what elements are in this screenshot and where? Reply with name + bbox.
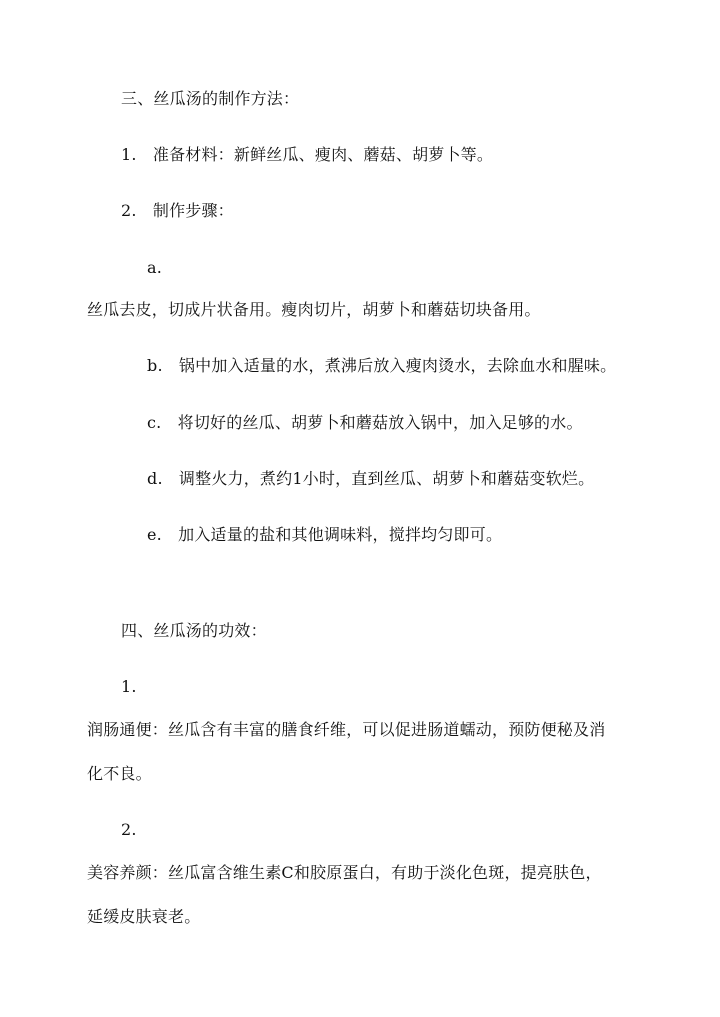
section-4-item-2-line-2: 延缓皮肤衰老。 (87, 907, 201, 926)
step-c: c. 将切好的丝瓜、胡萝卜和蘑菇放入锅中，加入足够的水。 (147, 413, 583, 432)
section-4-item-2-line-1: 美容养颜：丝瓜富含维生素C和胶原蛋白，有助于淡化色斑，提亮肤色， (87, 863, 602, 882)
section-4-item-1-line-1: 润肠通便：丝瓜含有丰富的膳食纤维，可以促进肠道蠕动，预防便秘及消 (87, 720, 606, 739)
section-4-item-2-marker: 2. (121, 820, 137, 839)
step-d: d. 调整火力，煮约1小时，直到丝瓜、胡萝卜和蘑菇变软烂。 (147, 469, 595, 488)
step-a-text: 丝瓜去皮，切成片状备用。瘦肉切片，胡萝卜和蘑菇切块备用。 (87, 300, 541, 319)
section-4-item-1-line-2: 化不良。 (87, 764, 152, 783)
step-e: e. 加入适量的盐和其他调味料，搅拌均匀即可。 (147, 525, 503, 544)
section-4-item-1-marker: 1. (121, 677, 137, 696)
section-3-item-2: 2. 制作步骤： (121, 201, 234, 220)
section-3-heading: 三、丝瓜汤的制作方法： (121, 89, 300, 108)
step-b: b. 锅中加入适量的水，煮沸后放入瘦肉烫水，去除血水和腥味。 (147, 356, 617, 375)
section-3-item-1: 1. 准备材料：新鲜丝瓜、瘦肉、蘑菇、胡萝卜等。 (121, 145, 494, 164)
step-a-marker: a. (147, 258, 163, 277)
section-4-heading: 四、丝瓜汤的功效： (121, 621, 267, 640)
